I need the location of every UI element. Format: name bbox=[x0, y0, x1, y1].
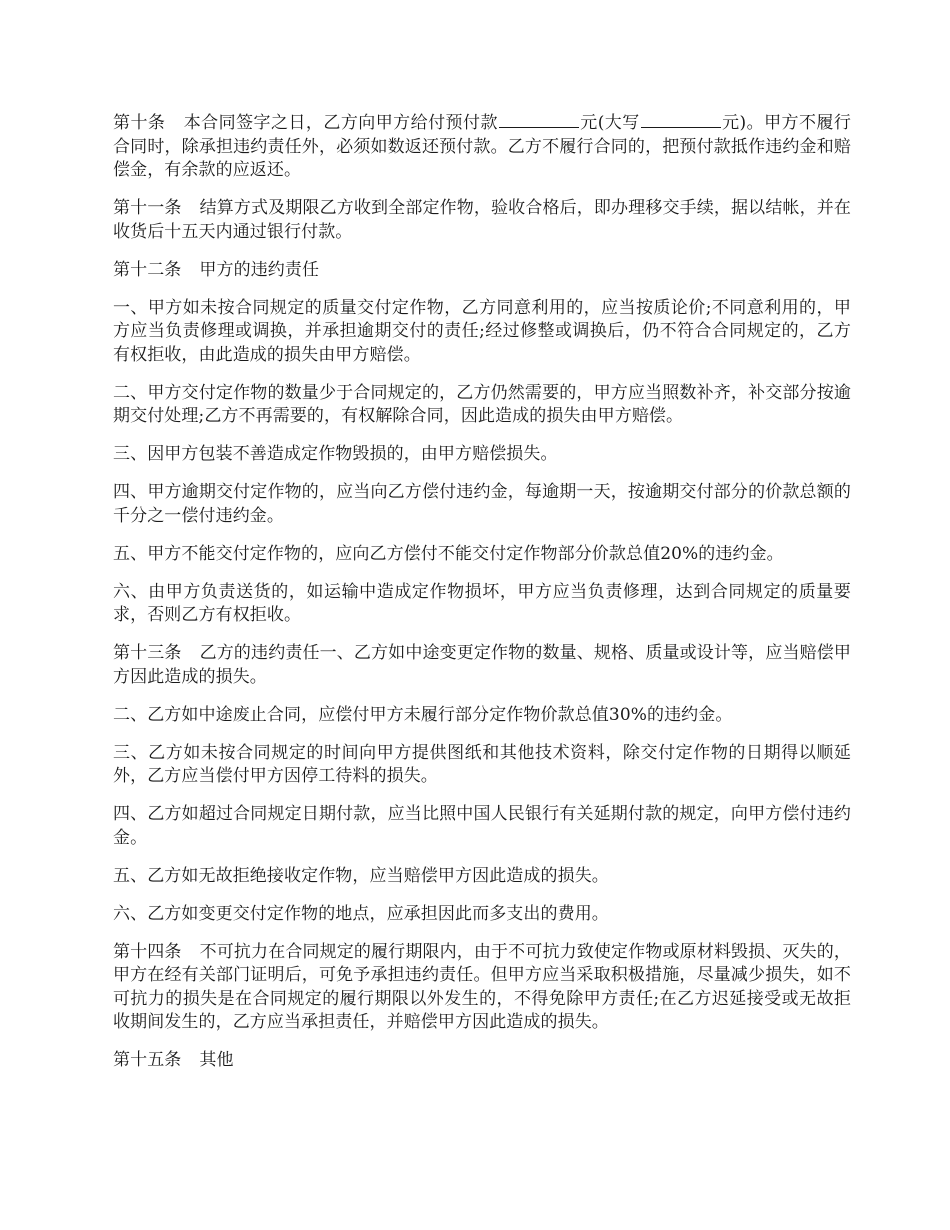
article-13-text: 乙方的违约责任一、乙方如中途变更定作物的数量、规格、质量或设计等，应当赔偿甲方因此造成的损失。 bbox=[113, 643, 851, 687]
article-13-item-6: 六、乙方如变更交付定作物的地点，应承担因此而多支出的费用。 bbox=[113, 903, 609, 924]
article-15-text: 其他 bbox=[199, 1050, 234, 1070]
article-13-item-4: 四、乙方如超过合同规定日期付款，应当比照中国人民银行有关延期付款的规定，向甲方偿付违约金。 bbox=[113, 804, 851, 848]
article-10-text-c: 元)。甲方不履行合同时，除承担违约责任外，必须如数返还预付款。乙方不履行合同的，把预付款抵作违约金和赔偿金，有余款的应返还。 bbox=[113, 113, 851, 180]
article-12-item-5: 五、甲方不能交付定作物的，应向乙方偿付不能交付定作物部分价款总值20%的违约金。 bbox=[113, 543, 784, 564]
article-12-label: 第十二条 bbox=[113, 259, 182, 280]
article-12-item-3: 三、因甲方包装不善造成定作物毁损的，由甲方赔偿损失。 bbox=[113, 444, 558, 464]
article-14-text: 不可抗力在合同规定的履行期限内，由于不可抗力致使定作物或原材料毁损、灭失的，甲方在经有关部门证明后，可免予承担违约责任。但甲方应当采取积极措施，尽量减少损失，如不可抗力的损失是在合同规定的履行期限以外发生的，不得免除甲方责任;在乙方迟延接受或无故拒收期间发生的，乙方应当承担责任，并赔偿甲方因此造成的损失。 bbox=[113, 941, 851, 1032]
prepayment-amount-blank bbox=[499, 111, 579, 128]
article-12-item-6: 六、由甲方负责送货的，如运输中造成定作物损坏，甲方应当负责修理，达到合同规定的质量要求，否则乙方有权拒收。 bbox=[113, 581, 851, 625]
article-15-heading bbox=[113, 1049, 851, 1073]
prepayment-amount-uppercase-blank bbox=[641, 111, 721, 128]
contract-page bbox=[113, 111, 851, 1087]
article-14-label: 第十四条 bbox=[113, 941, 182, 962]
article-13-label: 第十三条 bbox=[113, 643, 182, 663]
article-11-paragraph bbox=[113, 197, 851, 244]
article-13-paragraph bbox=[113, 642, 851, 689]
article-12-item-2: 二、甲方交付定作物的数量少于合同规定的，乙方仍然需要的，甲方应当照数补齐，补交部分按逾期交付处理;乙方不再需要的，有权解除合同，因此造成的损失由甲方赔偿。 bbox=[113, 382, 851, 426]
article-13-item-5: 五、乙方如无故拒绝接收定作物，应当赔偿甲方因此造成的损失。 bbox=[113, 865, 609, 886]
article-13-item-2: 二、乙方如中途废止合同，应偿付甲方未履行部分定作物价款总值30%的违约金。 bbox=[113, 704, 733, 725]
article-10-paragraph bbox=[113, 111, 851, 183]
article-12-item-1: 一、甲方如未按合同规定的质量交付定作物，乙方同意利用的，应当按质论价;不同意利用的，甲方应当负责修理或调换，并承担逾期交付的责任;经过修整或调换后，仍不符合合同规定的，乙方有权拒收，由此造成的损失由甲方赔偿。 bbox=[113, 297, 851, 365]
article-13-item-3: 三、乙方如未按合同规定的时间向甲方提供图纸和其他技术资料，除交付定作物的日期得以顺延外，乙方应当偿付甲方因停工待料的损失。 bbox=[113, 742, 851, 786]
article-11-text: 结算方式及期限乙方收到全部定作物，验收合格后，即办理移交手续，据以结帐，并在收货后十五天内通过银行付款。 bbox=[113, 198, 851, 242]
article-10-label: 第十条 bbox=[113, 113, 166, 133]
article-15-label: 第十五条 bbox=[113, 1050, 182, 1070]
article-10-text-b: 元(大写 bbox=[579, 113, 640, 133]
article-14-paragraph bbox=[113, 941, 851, 1035]
article-10-text-a: 本合同签字之日，乙方向甲方给付预付款 bbox=[183, 113, 498, 133]
article-11-label: 第十一条 bbox=[113, 198, 182, 218]
article-12-heading bbox=[113, 259, 851, 283]
article-12-text: 甲方的违约责任 bbox=[199, 259, 320, 280]
article-12-item-4: 四、甲方逾期交付定作物的，应当向乙方偿付违约金，每逾期一天，按逾期交付部分的价款总额的千分之一偿付违约金。 bbox=[113, 482, 851, 526]
